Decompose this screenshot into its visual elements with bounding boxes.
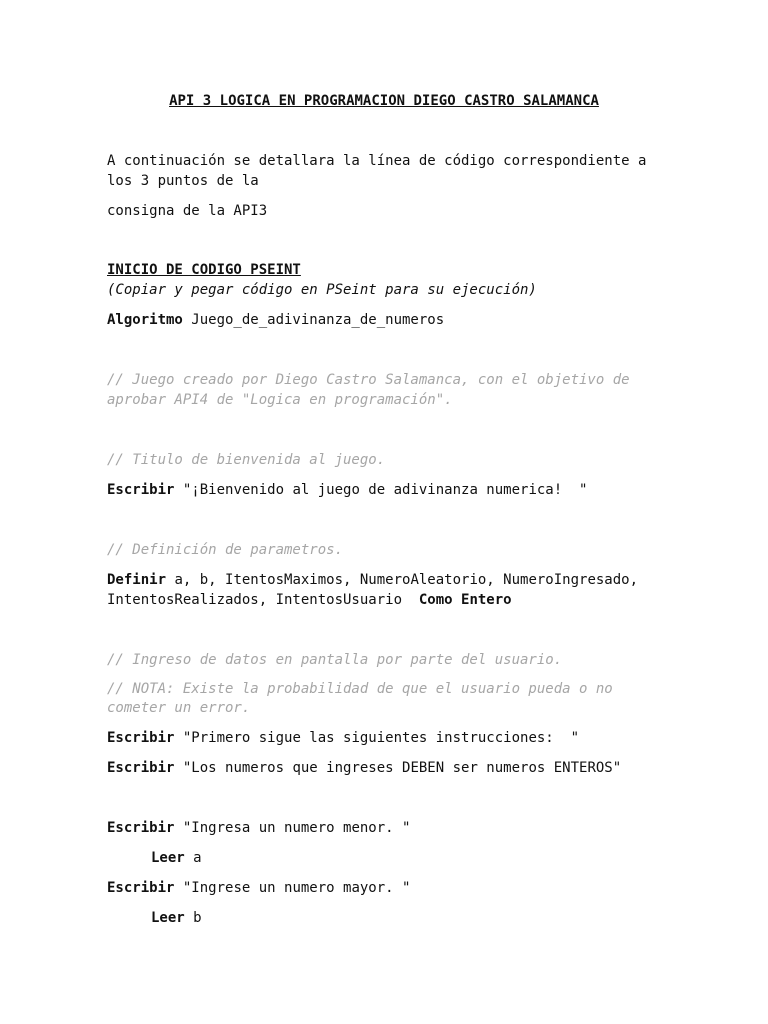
leer-var: a: [184, 850, 202, 866]
code-comment-ingreso: // Ingreso de datos en pantalla por parte del usuario.: [107, 652, 563, 668]
keyword-algoritmo: Algoritmo: [107, 312, 183, 328]
keyword-definir: Definir: [107, 572, 167, 588]
keyword-escribir: Escribir: [107, 880, 175, 896]
escribir-text: "Ingresa un numero menor. ": [174, 820, 411, 836]
code-comment-nota-1: // NOTA: Existe la probabilidad de que el usuario pueda o no: [107, 681, 613, 697]
document-title: API 3 LOGICA EN PROGRAMACION DIEGO CASTRO SALAMANCA: [169, 93, 599, 109]
code-comment-author-2: aprobar API4 de "Logica en programación".: [107, 392, 453, 408]
section-heading: INICIO DE CODIGO PSEINT: [107, 262, 301, 278]
keyword-leer: Leer: [151, 910, 185, 926]
escribir-text: "Ingrese un numero mayor. ": [174, 880, 411, 896]
keyword-escribir: Escribir: [107, 482, 175, 498]
code-line-escribir-menor: [107, 818, 410, 838]
intro-line-3: consigna de la API3: [107, 203, 268, 219]
code-line-escribir-instrucciones: [107, 728, 579, 748]
keyword-escribir: Escribir: [107, 820, 175, 836]
code-comment-title: // Titulo de bienvenida al juego.: [107, 452, 386, 468]
escribir-text: "¡Bienvenido al juego de adivinanza numerica! ": [174, 482, 588, 498]
code-line-definir-1: [107, 570, 638, 590]
keyword-escribir: Escribir: [107, 760, 175, 776]
code-comment-author-1: // Juego creado por Diego Castro Salamanca, con el objetivo de: [107, 372, 630, 388]
definir-vars-2: IntentosRealizados, IntentosUsuario: [107, 592, 419, 608]
code-line-leer-b: [151, 908, 202, 928]
code-line-leer-a: [151, 848, 202, 868]
code-line-escribir-enteros: [107, 758, 621, 778]
code-line-escribir-mayor: [107, 878, 410, 898]
algorithm-name: Juego_de_adivinanza_de_numeros: [182, 312, 445, 328]
escribir-text: "Primero sigue las siguientes instrucciones: ": [174, 730, 580, 746]
code-comment-parametros: // Definición de parametros.: [107, 542, 344, 558]
keyword-escribir: Escribir: [107, 730, 175, 746]
keyword-como-entero: Como Entero: [418, 592, 512, 608]
intro-line-1: A continuación se detallara la línea de código correspondiente a: [107, 153, 647, 169]
leer-var: b: [184, 910, 202, 926]
escribir-text: "Los numeros que ingreses DEBEN ser numeros ENTEROS": [174, 760, 622, 776]
code-line-definir-2: [107, 590, 512, 610]
code-line-algoritmo: [107, 310, 444, 330]
intro-line-2: los 3 puntos de la: [107, 173, 259, 189]
section-note: (Copiar y pegar código en PSeint para su ejecución): [107, 282, 537, 298]
code-comment-nota-2: cometer un error.: [107, 700, 251, 716]
definir-vars-1: a, b, ItentosMaximos, NumeroAleatorio, NumeroIngresado,: [166, 572, 639, 588]
code-line-escribir-bienvenida: [107, 480, 587, 500]
keyword-leer: Leer: [151, 850, 185, 866]
